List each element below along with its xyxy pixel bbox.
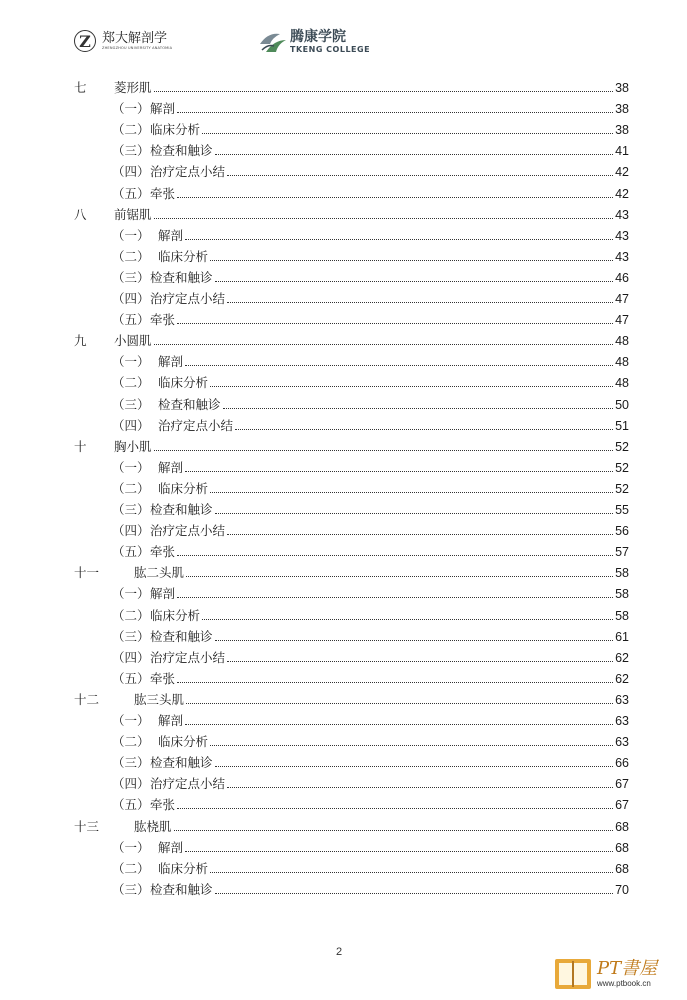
toc-title: 牵张 [150, 670, 176, 686]
toc-number: （五） [112, 670, 150, 686]
toc-page-number: 43 [615, 249, 629, 264]
toc-number: 十一 [74, 565, 100, 581]
toc-number: （三） [112, 502, 150, 517]
toc-number: 十 [74, 438, 87, 454]
toc-page-number: 42 [615, 186, 629, 201]
toc-number: （四） [112, 523, 150, 539]
toc-dot-leader [185, 365, 613, 366]
toc-page-number: 61 [615, 629, 629, 644]
toc-dot-leader [235, 429, 613, 430]
toc-number: （一） [112, 713, 150, 728]
toc-title: 解剖 [158, 227, 184, 243]
toc-dot-leader [215, 154, 614, 155]
toc-section-row[interactable] [112, 160, 629, 180]
toc-section-row[interactable] [112, 477, 629, 497]
toc-number: （二） [112, 734, 150, 750]
toc-page-number: 48 [615, 334, 629, 349]
toc-dot-leader [210, 872, 613, 873]
toc-number: （二） [112, 248, 150, 264]
watermark-name: PT書屋 [597, 958, 658, 979]
toc-dot-leader [215, 766, 614, 767]
toc-title: 牵张 [150, 185, 176, 201]
toc-section-row[interactable] [112, 667, 629, 687]
toc-page-number: 57 [615, 545, 629, 560]
toc-title: 检查和触诊 [150, 628, 213, 644]
toc-chapter-row[interactable] [74, 76, 629, 96]
toc-section-row[interactable] [112, 266, 629, 286]
toc-title: 临床分析 [158, 375, 209, 391]
toc-page-number: 43 [615, 207, 629, 222]
ptbook-watermark [553, 955, 657, 993]
toc-section-row[interactable] [112, 287, 629, 307]
toc-dot-leader [185, 471, 613, 472]
toc-page-number: 47 [615, 292, 629, 306]
toc-number: 十二 [74, 691, 100, 707]
toc-title: 临床分析 [150, 607, 201, 623]
toc-title: 检查和触诊 [158, 396, 221, 412]
toc-title: 检查和触诊 [150, 269, 213, 285]
toc-section-row[interactable] [112, 371, 629, 391]
toc-page-number: 68 [615, 840, 629, 855]
toc-section-row[interactable] [112, 350, 629, 370]
toc-title: 检查和触诊 [150, 143, 213, 159]
toc-chapter-row[interactable] [74, 688, 629, 708]
toc-dot-leader [210, 745, 613, 746]
toc-number: 九 [74, 333, 87, 349]
toc-chapter-row[interactable] [74, 435, 629, 455]
toc-section-row[interactable] [112, 582, 629, 602]
toc-page-number: 58 [615, 587, 629, 602]
toc-dot-leader [215, 513, 614, 514]
toc-dot-leader [177, 682, 613, 683]
toc-title: 治疗定点小结 [150, 164, 226, 180]
toc-page-number: 48 [615, 376, 629, 391]
toc-section-row[interactable] [112, 393, 629, 413]
toc-number: （二） [112, 607, 150, 623]
toc-dot-leader [223, 408, 614, 409]
toc-number: （一） [112, 839, 150, 855]
toc-section-row[interactable] [112, 498, 629, 518]
toc-section-row[interactable] [112, 519, 629, 539]
toc-dot-leader [177, 197, 613, 198]
toc-number: （四） [112, 649, 150, 665]
toc-title: 解剖 [158, 839, 184, 855]
toc-page-number: 50 [615, 397, 629, 412]
toc-dot-leader [227, 175, 613, 176]
toc-chapter-row[interactable] [74, 815, 629, 835]
toc-section-row[interactable] [112, 857, 629, 877]
toc-number: （二） [112, 375, 150, 391]
toc-title: 小圆肌 [114, 333, 152, 349]
toc-title: 治疗定点小结 [150, 291, 226, 306]
toc-page-number: 68 [615, 861, 629, 876]
toc-section-row[interactable] [112, 118, 629, 138]
toc-number: 七 [74, 80, 87, 95]
toc-number: （一） [112, 459, 150, 475]
toc-dot-leader [174, 830, 614, 831]
toc-page-number: 63 [615, 714, 629, 728]
toc-section-row[interactable] [112, 245, 629, 265]
toc-number: 十三 [74, 818, 100, 834]
toc-number: （一） [112, 227, 150, 243]
toc-number: （三） [112, 755, 150, 771]
zhengda-anatomy-logo [74, 30, 172, 52]
tkeng-college-logo [258, 30, 370, 54]
toc-number: （四） [112, 164, 150, 180]
toc-title: 解剖 [158, 459, 184, 475]
toc-title: 解剖 [158, 354, 184, 370]
toc-number: （五） [112, 312, 150, 328]
toc-dot-leader [154, 344, 614, 345]
toc-dot-leader [177, 323, 613, 324]
toc-title: 临床分析 [158, 480, 209, 496]
toc-title: 牵张 [150, 544, 176, 560]
logo2-name: 腾康学院 [290, 29, 346, 45]
book-icon [553, 955, 593, 993]
toc-page-number: 48 [615, 355, 629, 370]
toc-number: （一） [112, 101, 150, 117]
toc-title: 菱形肌 [114, 80, 152, 95]
toc-dot-leader [185, 724, 613, 725]
toc-title: 治疗定点小结 [158, 417, 234, 433]
toc-title: 临床分析 [158, 860, 209, 876]
toc-number: （三） [112, 628, 150, 644]
toc-page-number: 63 [615, 692, 629, 707]
toc-title: 牵张 [150, 797, 176, 813]
toc-number: （三） [112, 269, 150, 285]
z-logo-icon: Z [74, 30, 96, 52]
toc-page-number: 66 [615, 756, 629, 771]
toc-dot-leader [154, 91, 614, 92]
logo1-name: 郑大解剖学 [102, 30, 168, 46]
toc-section-row[interactable] [112, 751, 629, 771]
toc-section-row[interactable] [112, 793, 629, 813]
toc-dot-leader [177, 555, 613, 556]
toc-page-number: 68 [615, 819, 629, 834]
toc-number: 八 [74, 206, 87, 222]
toc-page-number: 52 [615, 439, 629, 454]
toc-page-number: 43 [615, 228, 629, 243]
toc-page-number: 46 [615, 270, 629, 285]
toc-title: 肱桡肌 [134, 818, 172, 834]
toc-page-number: 38 [615, 102, 629, 117]
toc-dot-leader [154, 218, 614, 219]
toc-dot-leader [186, 703, 613, 704]
toc-number: （四） [112, 417, 150, 433]
toc-dot-leader [227, 302, 613, 303]
toc-title: 检查和触诊 [150, 502, 213, 517]
logo2-english: TKENG COLLEGE [290, 45, 371, 54]
toc-title: 肱二头肌 [134, 565, 185, 581]
toc-section-row[interactable] [112, 139, 629, 159]
toc-dot-leader [177, 808, 613, 809]
toc-number: （四） [112, 291, 150, 306]
toc-dot-leader [210, 492, 613, 493]
toc-dot-leader [210, 260, 613, 261]
toc-page-number: 67 [615, 777, 629, 792]
toc-page-number: 67 [615, 798, 629, 813]
toc-page-number: 58 [615, 608, 629, 623]
toc-number: （二） [112, 122, 150, 138]
toc-section-row[interactable] [112, 625, 629, 645]
toc-page-number: 55 [615, 503, 629, 517]
toc-title: 治疗定点小结 [150, 523, 226, 539]
toc-number: （二） [112, 860, 150, 876]
toc-section-row[interactable] [112, 456, 629, 476]
toc-section-row[interactable] [112, 836, 629, 856]
toc-dot-leader [227, 534, 613, 535]
toc-title: 临床分析 [150, 122, 201, 138]
toc-section-row[interactable] [112, 730, 629, 750]
toc-number: （三） [112, 881, 150, 897]
toc-dot-leader [185, 239, 613, 240]
watermark-url: www.ptbook.cn [597, 979, 651, 988]
toc-title: 肱三头肌 [134, 691, 185, 707]
toc-page-number: 52 [615, 460, 629, 475]
toc-dot-leader [215, 893, 614, 894]
toc-dot-leader [215, 281, 614, 282]
toc-title: 检查和触诊 [150, 881, 213, 897]
toc-section-row[interactable] [112, 308, 629, 328]
toc-title: 临床分析 [158, 248, 209, 264]
toc-dot-leader [186, 576, 613, 577]
toc-dot-leader [177, 597, 613, 598]
toc-dot-leader [210, 386, 613, 387]
toc-dot-leader [227, 661, 613, 662]
toc-page-number: 70 [615, 882, 629, 897]
toc-dot-leader [177, 112, 613, 113]
toc-number: （五） [112, 185, 150, 201]
toc-title: 治疗定点小结 [150, 649, 226, 665]
page-number: 2 [336, 946, 343, 958]
toc-section-row[interactable] [112, 604, 629, 624]
toc-section-row[interactable] [112, 646, 629, 666]
toc-title: 解剖 [158, 713, 184, 728]
toc-title: 解剖 [150, 586, 176, 602]
toc-section-row[interactable] [112, 540, 629, 560]
toc-page-number: 42 [615, 165, 629, 180]
toc-page-number: 51 [615, 418, 629, 433]
toc-title: 检查和触诊 [150, 755, 213, 771]
toc-section-row[interactable] [112, 709, 629, 729]
toc-section-row[interactable] [112, 878, 629, 898]
toc-title: 胸小肌 [114, 438, 152, 454]
toc-number: （四） [112, 776, 150, 792]
toc-dot-leader [227, 787, 613, 788]
toc-section-row[interactable] [112, 97, 629, 117]
toc-title: 解剖 [150, 101, 176, 117]
toc-page-number: 58 [615, 566, 629, 581]
toc-page-number: 38 [615, 123, 629, 138]
toc-title: 牵张 [150, 312, 176, 328]
toc-dot-leader [202, 619, 613, 620]
toc-page-number: 47 [615, 313, 629, 328]
toc-chapter-row[interactable] [74, 329, 629, 349]
toc-number: （二） [112, 480, 150, 496]
toc-number: （一） [112, 586, 150, 602]
toc-page-number: 52 [615, 481, 629, 496]
toc-number: （五） [112, 797, 150, 813]
toc-section-row[interactable] [112, 224, 629, 244]
toc-page-number: 56 [615, 524, 629, 539]
logo1-english: ZHENGZHOU UNIVERSITY ANATOMIA [102, 45, 173, 50]
toc-dot-leader [185, 851, 613, 852]
toc-number: （五） [112, 544, 150, 560]
toc-title: 治疗定点小结 [150, 776, 226, 792]
toc-page-number: 38 [615, 81, 629, 95]
toc-section-row[interactable] [112, 182, 629, 202]
toc-page-number: 62 [615, 650, 629, 665]
toc-dot-leader [202, 133, 613, 134]
toc-section-row[interactable] [112, 414, 629, 434]
toc-page-number: 62 [615, 671, 629, 686]
toc-page-number: 41 [615, 144, 629, 159]
page-header [0, 0, 687, 70]
toc-number: （一） [112, 354, 150, 370]
toc-number: （三） [112, 143, 150, 159]
toc-number: （三） [112, 396, 150, 412]
toc-chapter-row[interactable] [74, 561, 629, 581]
toc-title: 前锯肌 [114, 206, 152, 222]
toc-chapter-row[interactable] [74, 203, 629, 223]
toc-page-number: 63 [615, 735, 629, 750]
toc-section-row[interactable] [112, 772, 629, 792]
toc-title: 临床分析 [158, 734, 209, 750]
tkeng-leaf-icon [258, 30, 288, 54]
toc-dot-leader [215, 640, 614, 641]
toc-dot-leader [154, 450, 614, 451]
